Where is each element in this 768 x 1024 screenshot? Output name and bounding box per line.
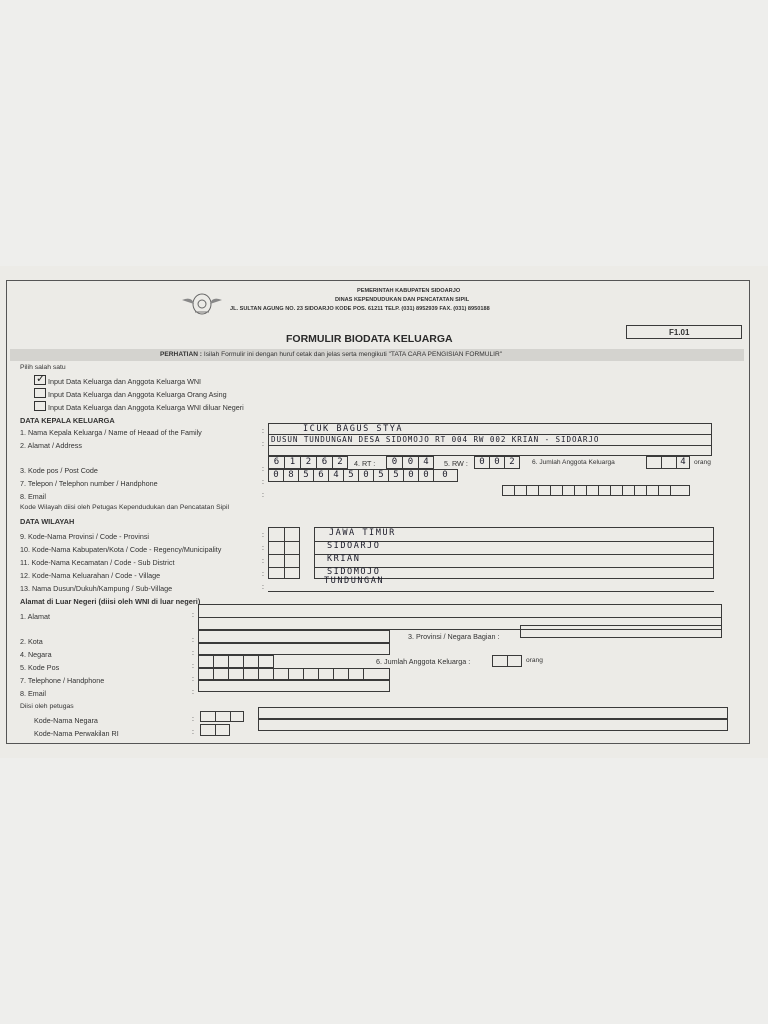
telepon-cell xyxy=(214,669,229,679)
code-cell xyxy=(201,725,216,735)
email-cell xyxy=(503,486,515,495)
label-rw: 5. RW : xyxy=(444,459,468,468)
field-rw[interactable] xyxy=(474,456,520,469)
choice-prompt: Pilih salah satu xyxy=(20,364,66,371)
form-code: F1.01 xyxy=(669,328,690,337)
code-cell xyxy=(216,725,229,735)
field-luar-kota[interactable] xyxy=(198,630,390,643)
field-luar-telepon[interactable] xyxy=(198,668,390,680)
label-kodepos: 3. Kode pos / Post Code xyxy=(20,466,98,475)
rw-digit: 0 xyxy=(475,457,490,468)
rt-digit: 0 xyxy=(387,457,403,468)
field-rt[interactable] xyxy=(386,456,434,469)
label-luar-jumlah: 6. Jumlah Anggota Keluarga : xyxy=(376,657,471,666)
kodepos-digit: 2 xyxy=(337,457,343,467)
value-provinsi: JAWA TIMUR xyxy=(329,528,396,538)
telepon-digit: 5 xyxy=(389,470,404,481)
label-kelurahan: 12. Kode-Nama Keluarahan / Code - Village xyxy=(20,571,161,580)
rt-digit: 4 xyxy=(423,457,429,467)
choice-option-1: Input Data Keluarga dan Anggota Keluarga WNI xyxy=(48,377,202,386)
telepon-digit: 8 xyxy=(284,470,299,481)
value-kabupaten: SIDOARJO xyxy=(327,541,381,551)
form-title: FORMULIR BIODATA KELUARGA xyxy=(286,333,453,345)
email-cell xyxy=(515,486,527,495)
value-kecamatan: KRIAN xyxy=(327,554,361,564)
code-cell xyxy=(216,712,231,721)
field-nama-negara[interactable] xyxy=(258,707,728,719)
kodepos-cell xyxy=(199,656,214,667)
colon: : xyxy=(262,428,264,435)
label-luar-negara: 4. Negara xyxy=(20,650,52,659)
label-alamat: 2. Alamat / Address xyxy=(20,441,82,450)
colon: : xyxy=(262,532,264,539)
field-email-boxes[interactable] xyxy=(502,485,690,496)
value-kelurahan: SIDOMOJO xyxy=(327,567,381,577)
label-dusun: 13. Nama Dusun/Dukuh/Kampung / Sub-Village xyxy=(20,584,173,593)
telepon-digit: 5 xyxy=(344,470,359,481)
kodepos-cell xyxy=(244,656,259,667)
telepon-cell xyxy=(259,669,274,679)
colon: : xyxy=(192,689,194,696)
field-dusun[interactable] xyxy=(268,576,714,592)
field-luar-jumlah[interactable] xyxy=(492,655,522,667)
colon: : xyxy=(192,729,194,736)
field-luar-email[interactable] xyxy=(198,680,390,692)
label-email: 8. Email xyxy=(20,492,46,501)
email-cell xyxy=(575,486,587,495)
jumlah-cell xyxy=(508,656,521,666)
colon: : xyxy=(262,584,264,591)
label-luar-email: 8. Email xyxy=(20,689,46,698)
choice-option-2: Input Data Keluarga dan Anggota Keluarga Orang Asing xyxy=(48,390,227,399)
label-luar-orang: orang xyxy=(526,657,543,664)
form-code-box xyxy=(626,325,742,339)
label-luar-kodepos: 5. Kode Pos xyxy=(20,663,60,672)
code-box-divider xyxy=(269,554,299,555)
email-cell xyxy=(623,486,635,495)
colon: : xyxy=(192,676,194,683)
kode-wilayah-note: Kode Wilayah diisi oleh Petugas Kependudukan dan Pencatatan Sipil xyxy=(20,504,229,511)
email-cell xyxy=(563,486,575,495)
label-kecamatan: 11. Kode-Nama Kecamatan / Code - Sub District xyxy=(20,558,175,567)
wilayah-code-boxes[interactable] xyxy=(268,527,300,579)
telepon-digit: 0 xyxy=(359,470,374,481)
kodepos-cell xyxy=(259,656,273,667)
label-kode-negara: Kode-Nama Negara xyxy=(34,716,98,725)
notice-text: Isilah Formulir ini dengan huruf cetak dan jelas serta mengikuti "TATA CARA PENGISIAN FORMULIR" xyxy=(203,351,503,358)
telepon-digit: 5 xyxy=(299,470,314,481)
notice-label: PERHATIAN : xyxy=(160,351,203,358)
colon: : xyxy=(262,558,264,565)
code-box-divider xyxy=(284,528,285,578)
email-cell xyxy=(635,486,647,495)
telepon-digit: 4 xyxy=(329,470,344,481)
label-orang: orang xyxy=(694,459,711,466)
jumlah-cell xyxy=(493,656,508,666)
email-cell xyxy=(659,486,671,495)
email-cell xyxy=(587,486,599,495)
choice-checkbox-1[interactable] xyxy=(34,375,46,385)
colon: : xyxy=(192,612,194,619)
label-kabupaten: 10. Kode-Nama Kabupaten/Kota / Code - Regency/Municipality xyxy=(20,545,222,554)
jumlah-digit-empty xyxy=(647,457,662,468)
label-petugas: Diisi oleh petugas xyxy=(20,703,74,710)
telepon-cell xyxy=(244,669,259,679)
field-luar-provinsi[interactable] xyxy=(520,625,722,638)
label-jumlah-anggota: 6. Jumlah Anggota Keluarga xyxy=(532,459,615,466)
field-kode-perwakilan[interactable] xyxy=(200,724,230,736)
code-box-divider xyxy=(269,541,299,542)
telepon-digit: 6 xyxy=(314,470,329,481)
header-line2: DINAS KEPENDUDUKAN DAN PENCATATAN SIPIL xyxy=(335,297,470,303)
telepon-digit: 0 xyxy=(404,470,419,481)
value-dusun: TUNDUNGAN xyxy=(324,576,385,586)
telepon-cell xyxy=(364,669,379,679)
field-nama-perwakilan[interactable] xyxy=(258,719,728,731)
checkmark-icon: ✓ xyxy=(36,373,46,385)
name-box-divider xyxy=(315,554,713,555)
colon: : xyxy=(262,466,264,473)
rt-digit: 0 xyxy=(403,457,419,468)
colon: : xyxy=(192,637,194,644)
colon: : xyxy=(262,571,264,578)
header-line3: JL. SULTAN AGUNG NO. 23 SIDOARJO KODE POS. 61211 TELP. (031) 8952939 FAX. (031) 8950188 xyxy=(230,306,490,312)
field-alamat-divider xyxy=(269,445,711,446)
header-line1: PEMERINTAH KABUPATEN SIDOARJO xyxy=(357,288,461,294)
choice-option-3: Input Data Keluarga dan Anggota Keluarga WNI diluar Negeri xyxy=(48,403,244,412)
label-telepon: 7. Telepon / Telephon number / Handphone xyxy=(20,479,158,488)
telepon-cell xyxy=(304,669,319,679)
field-alamat[interactable] xyxy=(268,434,712,456)
field-kodepos[interactable] xyxy=(268,456,348,469)
email-cell xyxy=(551,486,563,495)
colon: : xyxy=(262,545,264,552)
field-luar-kodepos[interactable] xyxy=(198,655,274,668)
field-kode-negara[interactable] xyxy=(200,711,244,722)
kodepos-digit: 6 xyxy=(317,457,333,468)
label-luar-telepon: 7. Telephone / Handphone xyxy=(20,676,105,685)
field-jumlah-anggota[interactable] xyxy=(646,456,690,469)
telepon-cell xyxy=(349,669,364,679)
code-cell xyxy=(201,712,216,721)
email-cell xyxy=(647,486,659,495)
colon: : xyxy=(192,663,194,670)
field-luar-negara[interactable] xyxy=(198,643,390,655)
label-luar-provinsi: 3. Provinsi / Negara Bagian : xyxy=(408,632,500,641)
jumlah-digit: 4 xyxy=(680,457,686,467)
telepon-digit: 0 xyxy=(442,470,448,480)
section-kepala: DATA KEPALA KELUARGA xyxy=(20,416,115,425)
value-alamat: DUSUN TUNDUNGAN DESA SIDOMOJO RT 004 RW 002 KRIAN - SIDOARJO xyxy=(271,435,600,444)
choice-checkbox-2[interactable] xyxy=(34,388,46,398)
telepon-cell xyxy=(229,669,244,679)
telepon-cell xyxy=(199,669,214,679)
value-nama-kepala: ICUK BAGUS STYA xyxy=(303,424,404,434)
notice xyxy=(160,351,502,358)
label-luar-alamat: 1. Alamat xyxy=(20,612,50,621)
kodepos-cell xyxy=(214,656,229,667)
kodepos-digit: 6 xyxy=(269,457,285,468)
label-rt: 4. RT : xyxy=(354,459,376,468)
email-cell xyxy=(671,486,683,495)
rw-digit: 0 xyxy=(490,457,505,468)
colon: : xyxy=(192,716,194,723)
kodepos-cell xyxy=(229,656,244,667)
telepon-cell xyxy=(274,669,289,679)
email-cell xyxy=(611,486,623,495)
colon: : xyxy=(192,650,194,657)
section-luar-negeri: Alamat di Luar Negeri (diisi oleh WNI di luar negeri) xyxy=(20,597,201,606)
rw-digit: 2 xyxy=(509,457,515,467)
label-luar-kota: 2. Kota xyxy=(20,637,43,646)
colon: : xyxy=(262,441,264,448)
telepon-digit: 5 xyxy=(374,470,389,481)
telepon-digit: 0 xyxy=(269,470,284,481)
kodepos-digit: 2 xyxy=(301,457,317,468)
telepon-digit: 0 xyxy=(419,470,434,481)
label-provinsi: 9. Kode-Nama Provinsi / Code - Provinsi xyxy=(20,532,150,541)
field-telepon[interactable] xyxy=(268,469,458,482)
field-divider xyxy=(199,617,721,618)
email-cell xyxy=(539,486,551,495)
jumlah-digit-empty xyxy=(662,457,677,468)
code-cell xyxy=(231,712,243,721)
telepon-cell xyxy=(319,669,334,679)
wilayah-name-boxes[interactable] xyxy=(314,527,714,579)
garuda-emblem-icon xyxy=(180,290,224,318)
telepon-cell xyxy=(334,669,349,679)
label-kode-perwakilan: Kode-Nama Perwakilan RI xyxy=(34,729,119,738)
code-box-divider xyxy=(269,567,299,568)
colon: : xyxy=(262,479,264,486)
email-cell xyxy=(599,486,611,495)
colon: : xyxy=(262,492,264,499)
section-wilayah: DATA WILAYAH xyxy=(20,517,75,526)
label-nama-kepala: 1. Nama Kepala Keluarga / Name of Heaad of the Family xyxy=(20,428,202,437)
telepon-cell xyxy=(289,669,304,679)
kodepos-digit: 1 xyxy=(285,457,301,468)
choice-checkbox-3[interactable] xyxy=(34,401,46,411)
email-cell xyxy=(527,486,539,495)
